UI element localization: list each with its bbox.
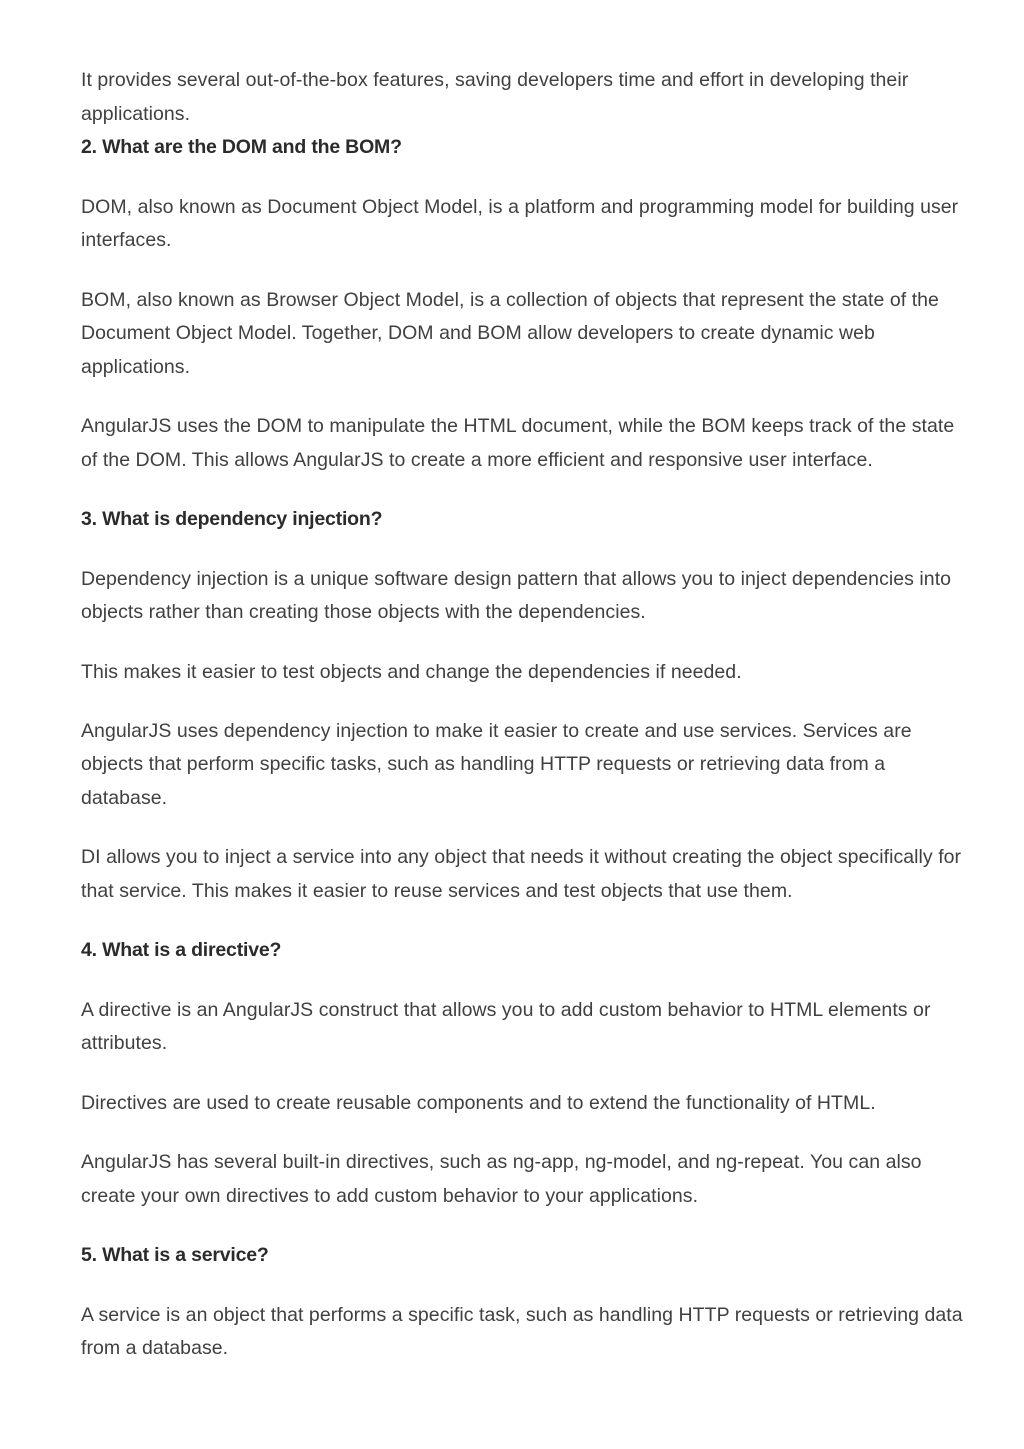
paragraph-di-reuse: DI allows you to inject a service into any object that needs it without creating the object specifically for that service. This makes it easier to reuse services and test objects that use them.	[81, 846, 962, 903]
heading-service: 5. What is a service?	[81, 1244, 269, 1267]
paragraph-angularjs-dom-bom: AngularJS uses the DOM to manipulate the HTML document, while the BOM keeps track of the state of the DOM. This allows AngularJS to create a more efficient and responsive user interface.	[81, 415, 955, 471]
paragraph-dom-definition: DOM, also known as Document Object Model, is a platform and programming model for building user interfaces.	[81, 195, 959, 252]
paragraph-service-definition: A service is an object that performs a specific task, such as handling HTTP requests or retrieving data from a database.	[81, 1303, 963, 1360]
article-content	[81, 64, 976, 1366]
paragraph-di-services: AngularJS uses dependency injection to make it easier to create and use services. Services are objects that perform specific tasks, such as handling HTTP requests or retrieving data from a database.	[81, 719, 912, 810]
paragraph-directive-definition: A directive is an AngularJS construct that allows you to add custom behavior to HTML elements or attributes.	[81, 998, 931, 1055]
heading-dependency-injection: 3. What is dependency injection?	[81, 508, 383, 531]
paragraph-di-definition: Dependency injection is a unique software design pattern that allows you to inject dependencies into objects rather than creating those objects with the dependencies.	[81, 567, 952, 624]
heading-dom-bom: 2. What are the DOM and the BOM?	[81, 136, 402, 159]
paragraph-builtin-directives: AngularJS has several built-in directives, such as ng-app, ng-model, and ng-repeat. You can also create your own directives to add custom behavior to your applications.	[81, 1151, 922, 1207]
paragraph-intro-continuation: It provides several out-of-the-box features, saving developers time and effort in developing their applications.	[81, 69, 909, 125]
paragraph-di-testing: This makes it easier to test objects and change the dependencies if needed.	[81, 660, 742, 683]
paragraph-directive-usage: Directives are used to create reusable components and to extend the functionality of HTML.	[81, 1091, 876, 1114]
paragraph-bom-definition: BOM, also known as Browser Object Model, is a collection of objects that represent the state of the Document Object Model. Together, DOM and BOM allow developers to create dynamic web applications.	[81, 288, 939, 378]
heading-directive: 4. What is a directive?	[81, 939, 282, 962]
